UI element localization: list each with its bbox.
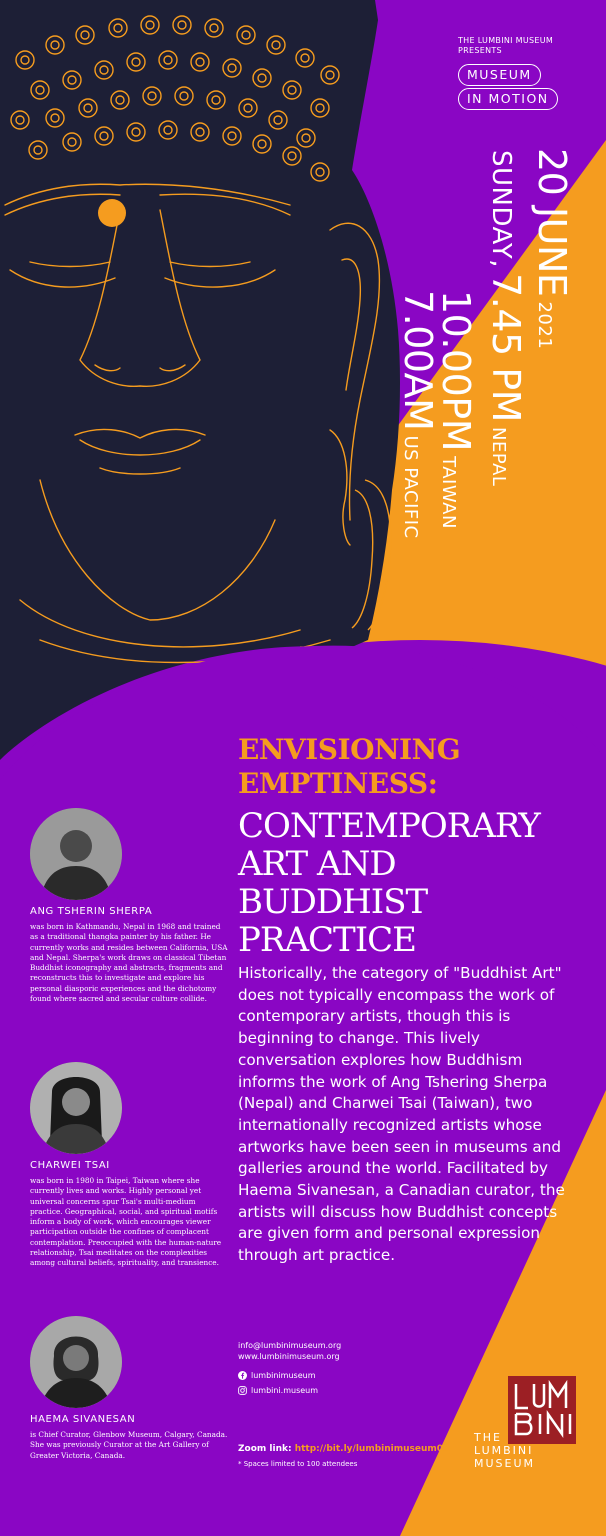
- nepal-label: NEPAL: [488, 427, 509, 487]
- speaker-name-3: HAEMA SIVANESAN: [30, 1414, 136, 1425]
- schedule-date-line: [530, 148, 574, 349]
- social-instagram[interactable]: [238, 1386, 318, 1395]
- contact-website[interactable]: www.lumbinimuseum.org: [238, 1352, 340, 1361]
- attendance-note: * Spaces limited to 100 attendees: [238, 1460, 358, 1468]
- logo-text-line-2: LUMBINI: [474, 1444, 534, 1457]
- zoom-url[interactable]: http://bit.ly/lumbinimuseum03: [294, 1444, 450, 1454]
- speaker-photo-ang-tsherin-sherpa: [30, 808, 122, 900]
- nepal-time: 7.45 PM: [484, 273, 528, 422]
- presenter-line-1: THE LUMBINI MUSEUM: [458, 36, 554, 45]
- social-facebook[interactable]: [238, 1371, 316, 1380]
- title-line-3: CONTEMPORARY: [238, 806, 540, 846]
- event-date: 20 JUNE: [530, 148, 574, 297]
- speaker-bio-1: was born in Kathmandu, Nepal in 1968 and trained as a traditional thangka painter by his father. He currently works and resides between California, USA and Nepal. Sherpa's work draws on classical Tibetan Buddhist iconography and abstracts, fragments and reconstructs this to investigate and explore his personal diasporic experiences and the dichotomy found where sacred and secular culture collide.: [30, 922, 228, 1004]
- zoom-label: Zoom link:: [238, 1444, 292, 1454]
- schedule-us-line: [396, 290, 440, 539]
- series-pill-museum: MUSEUM: [458, 64, 541, 86]
- instagram-handle: lumbini.museum: [251, 1386, 319, 1395]
- lumbini-logo-mark: [508, 1376, 576, 1444]
- us-label: US PACIFIC: [400, 435, 421, 539]
- title-line-1: ENVISIONING: [238, 733, 461, 766]
- facebook-handle: lumbinimuseum: [251, 1371, 316, 1380]
- series-pill-in-motion: IN MOTION: [458, 88, 558, 110]
- schedule-nepal-line: [484, 150, 528, 486]
- title-line-5: BUDDHIST: [238, 882, 428, 922]
- taiwan-time: 10.00PM: [434, 290, 478, 451]
- title-line-4: ART AND: [238, 844, 396, 884]
- instagram-icon: [238, 1386, 247, 1395]
- us-time: 7.00AM: [396, 290, 440, 431]
- contact-email[interactable]: info@lumbinimuseum.org: [238, 1341, 342, 1350]
- speaker-photo-charwei-tsai: [30, 1062, 122, 1154]
- facebook-icon: [238, 1371, 247, 1380]
- title-line-2: EMPTINESS:: [238, 767, 438, 800]
- presenter-text: [458, 36, 553, 56]
- speaker-name-1: ANG TSHERIN SHERPA: [30, 906, 153, 917]
- taiwan-label: TAIWAN: [438, 456, 459, 529]
- schedule-taiwan-line: [434, 290, 478, 529]
- speaker-bio-2: was born in 1980 in Taipei, Taiwan where she currently lives and works. Highly personal yet universal concerns spur Tsai's multi-medium practice. Geographical, social, and spiritual motifs inform a body of work, which encourages viewer participation outside the confines of complacent contemplation. Preoccupied with the human-nature relationship, Tsai meditates on the complexities among cultural beliefs, spirituality, and transience.: [30, 1176, 222, 1268]
- logo-text-line-3: MUSEUM: [474, 1457, 536, 1470]
- speaker-photo-haema-sivanesan: [30, 1316, 122, 1408]
- zoom-link-row[interactable]: [238, 1444, 449, 1454]
- speaker-bio-3: is Chief Curator, Glenbow Museum, Calgary, Canada. She was previously Curator at the Art Gallery of Greater Victoria, Canada.: [30, 1430, 228, 1460]
- title-line-6: PRACTICE: [238, 920, 416, 960]
- presenter-line-2: PRESENTS: [458, 46, 502, 55]
- speaker-name-2: CHARWEI TSAI: [30, 1160, 110, 1171]
- event-day: SUNDAY,: [486, 150, 516, 268]
- event-description: Historically, the category of "Buddhist Art" does not typically encompass the work of contemporary artists, though this is beginning to change. This lively conversation explores how Buddhism informs the work of Ang Tshering Sherpa (Nepal) and Charwei Tsai (Taiwan), two internationally recognized artists whose artworks have been seen in museums and galleries around the world. Facilitated by Haema Sivanesan, a Canadian curator, the artists will discuss how Buddhist concepts are given form and personal expression through art practice.: [238, 964, 565, 1265]
- logo-text-line-1: THE: [474, 1431, 502, 1444]
- event-year: 2021: [534, 301, 555, 350]
